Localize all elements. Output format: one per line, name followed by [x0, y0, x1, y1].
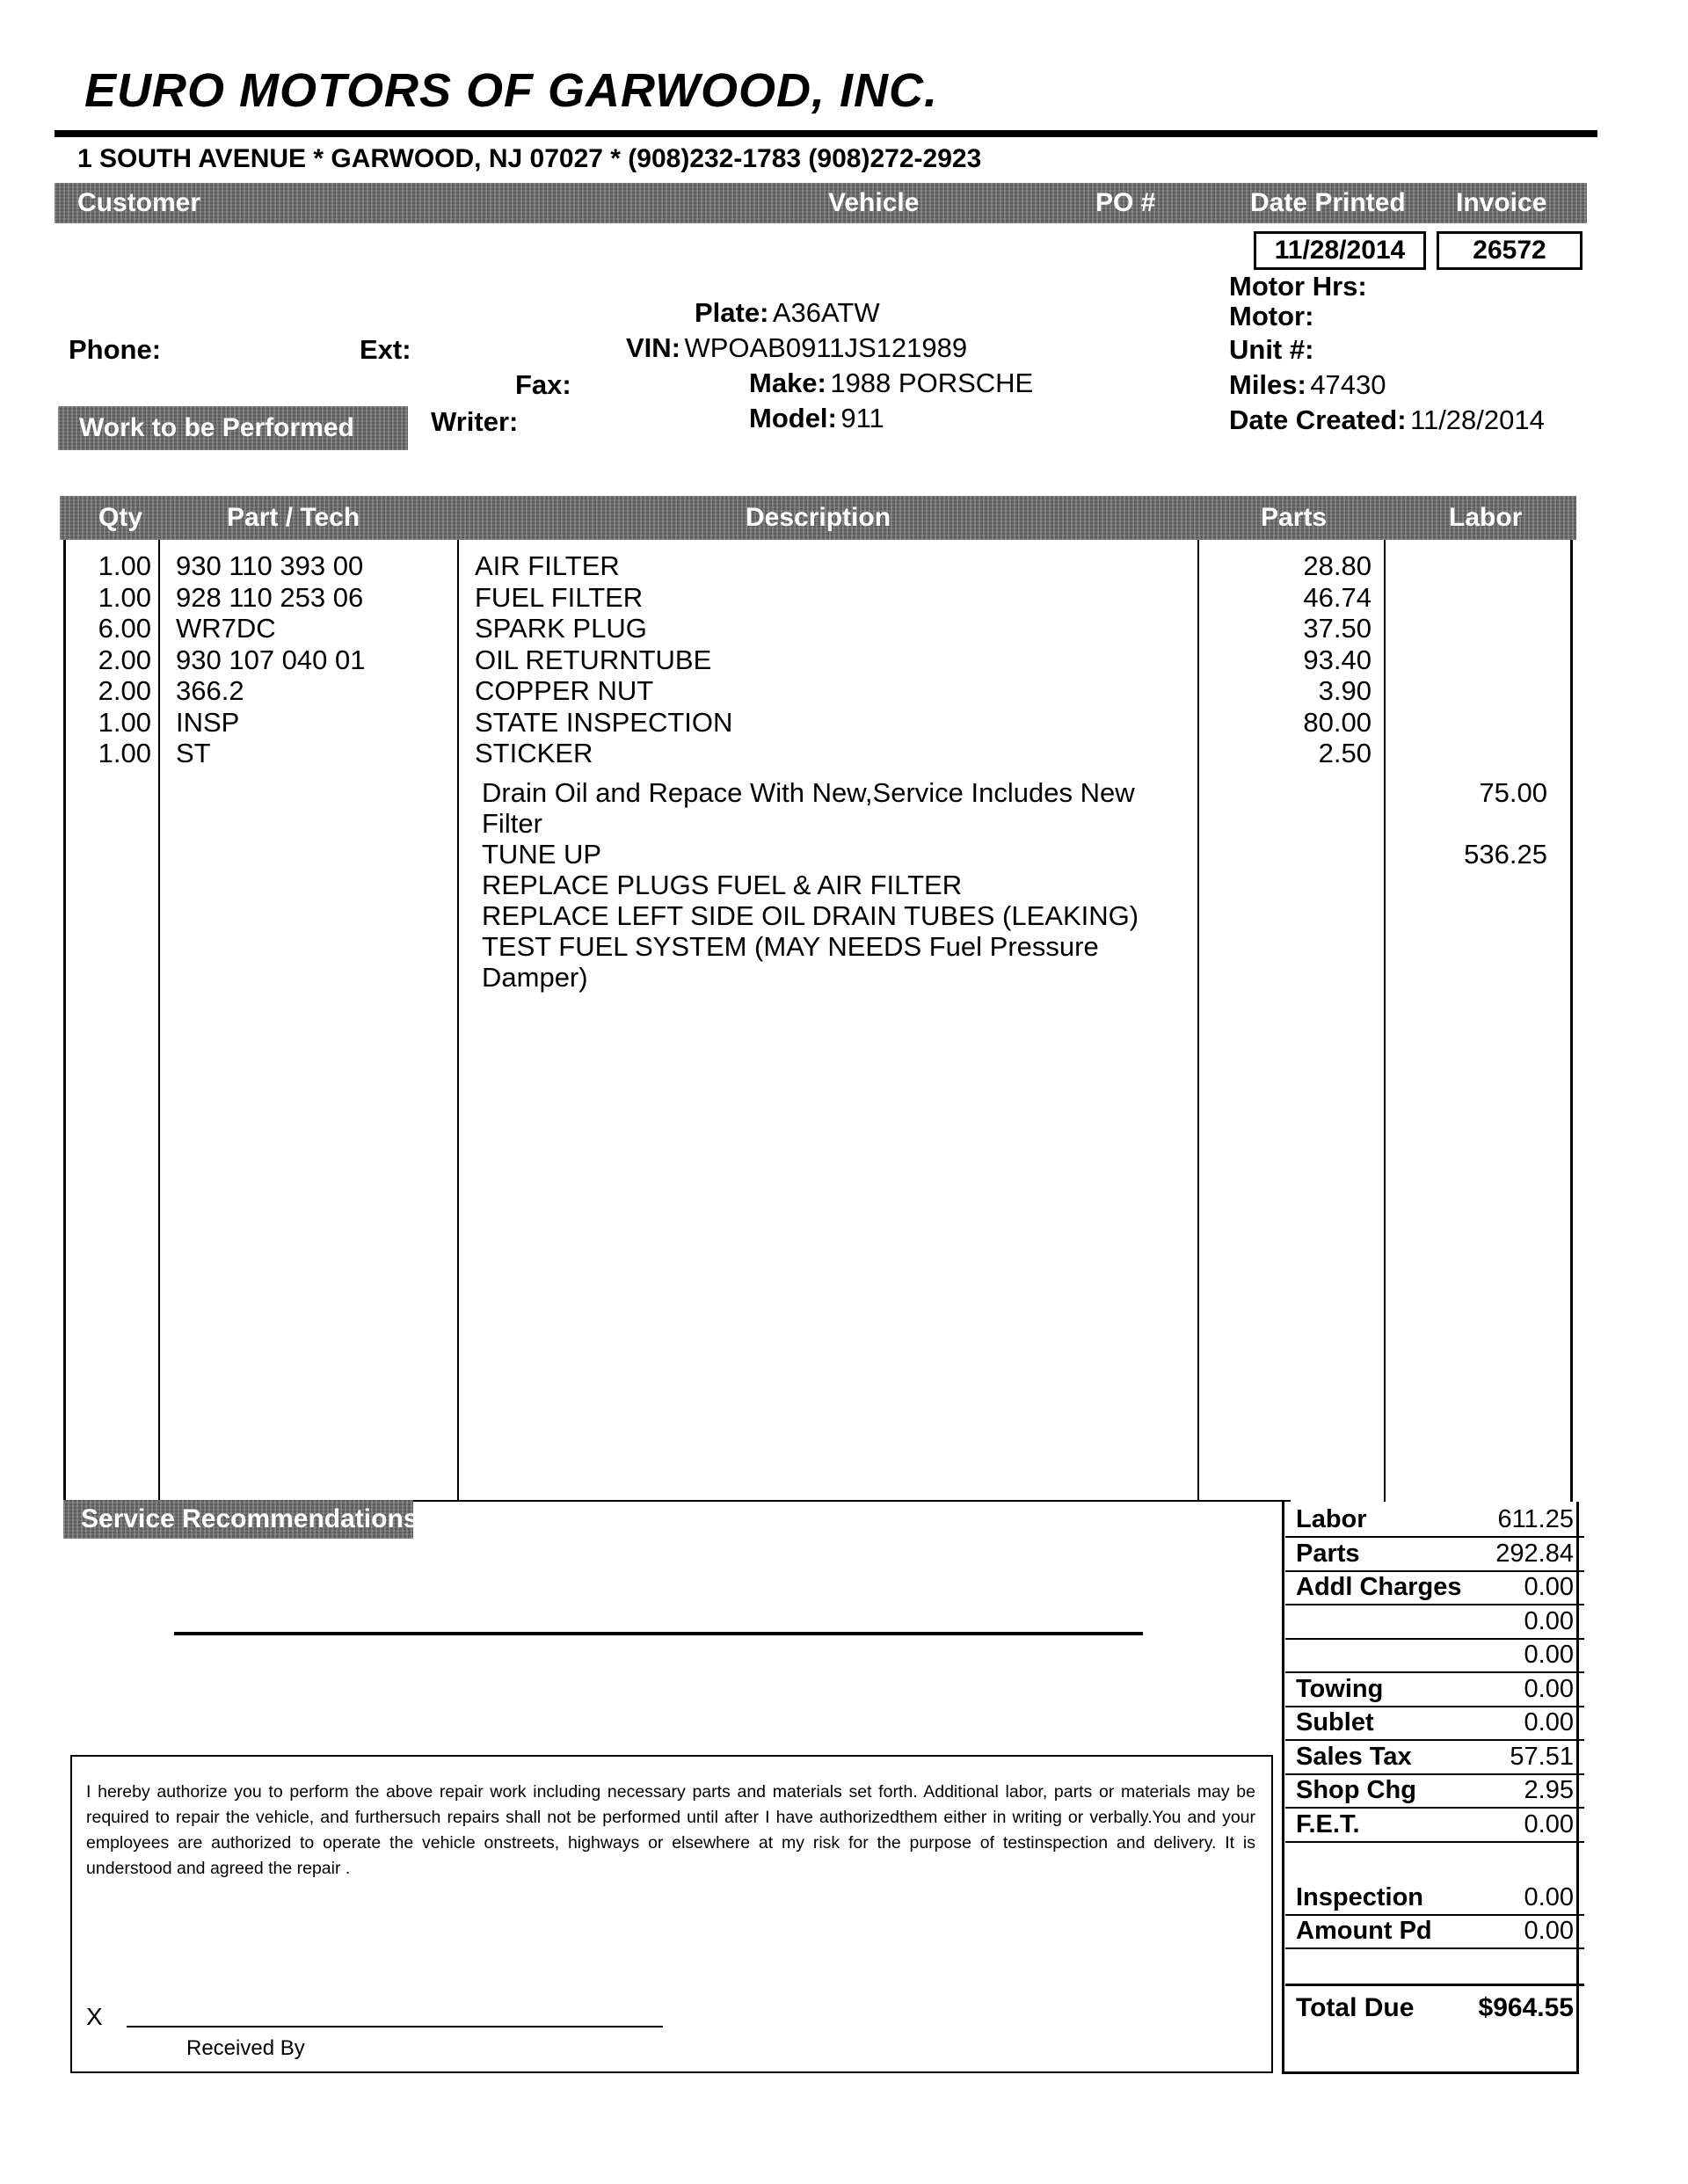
total-due-label: Total Due: [1296, 1993, 1415, 2022]
row-description: AIR FILTER: [475, 550, 620, 581]
totals-row: [1285, 1503, 1584, 1538]
motor-label: Motor:: [1229, 301, 1314, 331]
totals-label: Parts: [1296, 1539, 1360, 1568]
row-qty: 1.00: [98, 550, 151, 581]
totals-row: [1285, 1707, 1584, 1741]
labor-description-line: REPLACE LEFT SIDE OIL DRAIN TUBES (LEAKING): [482, 900, 1139, 931]
totals-value: 0.00: [1524, 1674, 1574, 1703]
totals-row: [1285, 1915, 1584, 1949]
total-due-value: $964.55: [1478, 1993, 1574, 2022]
table-border-bottom: [411, 1500, 1291, 1502]
line-items-header: [60, 496, 1576, 540]
row-description: OIL RETURNTUBE: [475, 644, 712, 675]
totals-row: [1285, 1571, 1584, 1605]
row-parts-amount: 37.50: [1303, 613, 1372, 644]
company-address: 1 SOUTH AVENUE * GARWOOD, NJ 07027 * (908)232-1783 (908)272-2923: [77, 144, 982, 173]
totals-label: Amount Pd: [1296, 1917, 1432, 1945]
row-parts-amount: 28.80: [1303, 550, 1372, 581]
row-description: FUEL FILTER: [475, 581, 644, 613]
row-description: STICKER: [475, 738, 593, 768]
row-parts-amount: 2.50: [1318, 738, 1372, 768]
qty-heading: Qty: [98, 503, 143, 532]
totals-row: [1285, 1842, 1584, 1875]
totals-value: 2.95: [1524, 1776, 1574, 1804]
totals-row: [1285, 1605, 1584, 1640]
po-heading: PO #: [1095, 188, 1156, 217]
date-printed-value: 11/28/2014: [1254, 231, 1426, 270]
make-label: Make:: [749, 368, 826, 398]
totals-row: [1285, 1809, 1584, 1843]
header-band: [55, 183, 1587, 223]
parts-heading: Parts: [1261, 503, 1328, 532]
totals-label: Labor: [1296, 1505, 1367, 1533]
date-created-line: [1229, 404, 1545, 436]
row-parts-amount: 93.40: [1303, 644, 1372, 675]
date-printed-heading: Date Printed: [1250, 188, 1406, 217]
company-name: EURO MOTORS OF GARWOOD, INC.: [84, 64, 939, 117]
work-label-text: Work to be Performed: [79, 413, 354, 442]
description-heading: Description: [746, 503, 891, 532]
vehicle-heading: Vehicle: [828, 188, 920, 217]
totals-value: 0.00: [1524, 1606, 1574, 1635]
row-description: COPPER NUT: [475, 675, 654, 706]
motor-hrs-label: Motor Hrs:: [1229, 271, 1367, 302]
table-divider-desc: [1197, 540, 1199, 1502]
signature-line[interactable]: [127, 2026, 663, 2027]
totals-label: Towing: [1296, 1674, 1384, 1703]
labor-description-line: Drain Oil and Repace With New,Service Includes New: [482, 777, 1135, 808]
plate-value: A36ATW: [772, 297, 880, 328]
row-qty: 1.00: [98, 738, 151, 768]
plate-label: Plate:: [695, 297, 769, 328]
row-qty: 1.00: [98, 706, 151, 738]
vin-value: WPOAB0911JS121989: [684, 332, 968, 363]
totals-row: [1285, 1538, 1584, 1572]
table-border-right: [1570, 540, 1573, 1502]
totals-row: [1285, 1774, 1584, 1809]
row-part: 366.2: [176, 675, 244, 706]
row-qty: 6.00: [98, 613, 151, 644]
vin-label: VIN:: [626, 332, 680, 363]
table-divider-qty: [158, 540, 160, 1502]
service-recommendations-label: Service Recommendations: [81, 1504, 418, 1533]
totals-value: 57.51: [1510, 1742, 1574, 1771]
row-qty: 1.00: [98, 581, 151, 613]
table-divider-part: [457, 540, 459, 1502]
totals-value: 0.00: [1524, 1917, 1574, 1945]
totals-row: [1285, 1882, 1584, 1916]
total-due-row: [1285, 1984, 1584, 2030]
vin-line: [626, 332, 967, 364]
phone-label: Phone:: [69, 334, 162, 365]
labor-description-line: Damper): [482, 962, 588, 993]
row-part: 928 110 253 06: [176, 581, 364, 613]
unit-label: Unit #:: [1229, 334, 1314, 365]
model-value: 911: [840, 403, 884, 433]
date-created-value: 11/28/2014: [1410, 404, 1545, 435]
totals-value: 0.00: [1524, 1809, 1574, 1838]
header-rule: [55, 130, 1597, 137]
row-part: ST: [176, 738, 211, 768]
row-part: INSP: [176, 706, 240, 738]
authorization-text: I hereby authorize you to perform the above repair work including necessary parts and materials set forth. Additional labor, parts or materials may be required to repair the vehicle, and furthersuch repairs shall not be performed until after I have authorizedthem either in writing or verbally.You and your employees are authorized to operate the vehicle onstreets, highways or elsewhere at my risk for the purpose of testinspection and delivery. It is understood and agreed the repair .: [86, 1782, 1255, 1878]
totals-label: Shop Chg: [1296, 1776, 1416, 1804]
totals-row: [1285, 1673, 1584, 1707]
totals-value: 611.25: [1497, 1505, 1574, 1533]
recommendations-rule: [174, 1632, 1143, 1635]
writer-label: Writer:: [431, 406, 519, 437]
row-description: STATE INSPECTION: [475, 706, 733, 738]
row-part: 930 110 393 00: [176, 550, 364, 581]
totals-value: 0.00: [1524, 1641, 1574, 1669]
row-description: SPARK PLUG: [475, 613, 647, 644]
work-to-be-performed-heading: [58, 406, 408, 450]
totals-label: Inspection: [1296, 1882, 1424, 1911]
totals-value: 0.00: [1524, 1708, 1574, 1736]
row-parts-amount: 3.90: [1318, 675, 1372, 706]
totals-value: 0.00: [1524, 1882, 1574, 1911]
date-created-label: Date Created:: [1229, 404, 1407, 435]
row-parts-amount: 46.74: [1303, 581, 1372, 613]
totals-value: 0.00: [1524, 1573, 1574, 1601]
miles-line: [1229, 369, 1386, 401]
totals-row: [1285, 1741, 1584, 1775]
model-label: Model:: [749, 403, 837, 433]
totals-label: Addl Charges: [1296, 1573, 1462, 1601]
plate-line: [695, 297, 880, 329]
row-parts-amount: 80.00: [1303, 706, 1372, 738]
labor-description-line: TUNE UP: [482, 839, 602, 870]
labor-amount: 75.00: [1479, 777, 1547, 808]
row-part: 930 107 040 01: [176, 644, 366, 675]
miles-label: Miles:: [1229, 369, 1306, 400]
invoice-heading: Invoice: [1456, 188, 1547, 217]
totals-row: [1285, 1639, 1584, 1673]
received-by-label: Received By: [186, 2036, 305, 2060]
row-qty: 2.00: [98, 644, 151, 675]
miles-value: 47430: [1310, 369, 1386, 400]
signature-x: X: [86, 2003, 103, 2030]
table-border-left: [63, 540, 66, 1502]
labor-description-line: TEST FUEL SYSTEM (MAY NEEDS Fuel Pressure: [482, 931, 1099, 962]
row-part: WR7DC: [176, 613, 276, 644]
service-recommendations-heading: [63, 1500, 418, 1539]
model-line: [749, 403, 884, 434]
totals-value: 292.84: [1495, 1539, 1574, 1568]
totals-label: Sales Tax: [1296, 1742, 1412, 1771]
part-heading: Part / Tech: [227, 503, 360, 532]
table-divider-parts: [1384, 540, 1386, 1502]
make-line: [749, 368, 1033, 399]
row-qty: 2.00: [98, 675, 151, 706]
authorization-box: [70, 1755, 1273, 2073]
totals-label: Sublet: [1296, 1708, 1374, 1736]
customer-heading: Customer: [77, 188, 201, 217]
labor-description-line: REPLACE PLUGS FUEL & AIR FILTER: [482, 870, 963, 900]
invoice-number: 26572: [1437, 231, 1582, 270]
totals-label: F.E.T.: [1296, 1809, 1360, 1838]
labor-heading: Labor: [1449, 503, 1523, 532]
labor-description-line: Filter: [482, 808, 542, 839]
make-value: 1988 PORSCHE: [830, 368, 1034, 398]
fax-label: Fax:: [515, 369, 571, 400]
labor-amount: 536.25: [1464, 839, 1547, 870]
ext-label: Ext:: [360, 334, 411, 365]
